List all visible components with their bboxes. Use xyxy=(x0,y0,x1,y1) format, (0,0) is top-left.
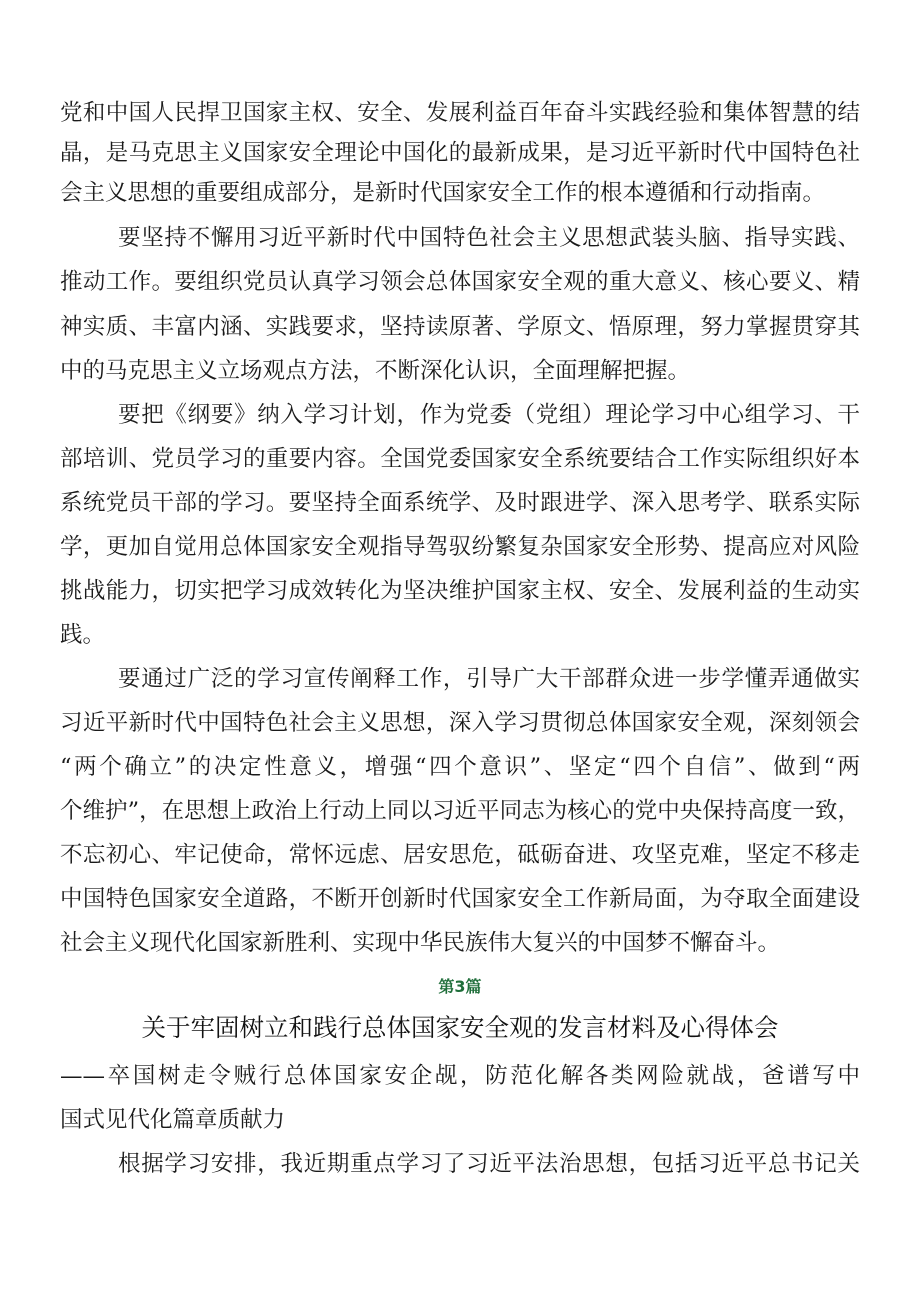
paragraph-line: 部培训、党员学习的重要内容。全国党委国家安全系统要结合工作实际组织好本 xyxy=(60,446,860,472)
paragraph-line: 要坚持不懈用习近平新时代中国特色社会主义思想武装头脑、指导实践、 xyxy=(118,225,860,251)
paragraph-line: 晶，是马克思主义国家安全理论中国化的最新成果，是习近平新时代中国特色社 xyxy=(60,140,860,166)
paragraph-line: 社会主义现代化国家新胜利、实现中华民族伟大复兴的中国梦不懈奋斗。 xyxy=(60,930,781,956)
paragraph-line: 不忘初心、牢记使命，常怀远虑、居安思危，砥砺奋进、攻坚克难，坚定不移走 xyxy=(60,842,860,868)
paragraph-line: 党和中国人民捍卫国家主权、安全、发展利益百年奋斗实践经验和集体智慧的结 xyxy=(60,100,860,126)
paragraph-line: 习近平新时代中国特色社会主义思想，深入学习贯彻总体国家安全观，深刻领会 xyxy=(60,710,860,736)
article-heading: 关于牢固树立和践行总体国家安全观的发言材料及心得体会 xyxy=(141,1013,779,1042)
paragraph-line: 中国特色国家安全道路，不断开创新时代国家安全工作新局面，为夺取全面建设 xyxy=(60,886,860,912)
article-subtitle-line: ——卒国树走令贼行总体国家安企觇，防范化解各类网险就战，爸谱写中 xyxy=(60,1063,860,1089)
paragraph-line: 神实质、丰富内涵、实践要求，坚持读原著、学原文、悟原理，努力掌握贯穿其 xyxy=(60,314,860,340)
paragraph-line: 中的马克思主义立场观点方法，不断深化认识，全面理解把握。 xyxy=(60,358,691,384)
article-subtitle-line: 国式见代化篇章质献力 xyxy=(60,1107,286,1133)
paragraph-line: 学，更加自觉用总体国家安全观指导驾驭纷繁复杂国家安全形势、提高应对风险 xyxy=(60,534,860,560)
paragraph-line: “两个确立”的决定性意义，增强“四个意识”、坚定“四个自信”、做到“两 xyxy=(60,754,860,780)
paragraph-line: 践。 xyxy=(60,622,106,648)
paragraph-line: 会主义思想的重要组成部分，是新时代国家安全工作的根本遵循和行动指南。 xyxy=(60,180,826,206)
paragraph-line: 系统党员干部的学习。要坚持全面系统学、及时跟进学、深入思考学、联系实际 xyxy=(60,490,860,516)
paragraph-line: 要把《纲要》纳入学习计划，作为党委（党组）理论学习中心组学习、干 xyxy=(118,402,860,428)
paragraph-line: 要通过广泛的学习宣传阐释工作，引导广大干部群众进一步学懂弄通做实 xyxy=(118,666,860,692)
paragraph-line: 个维护”，在思想上政治上行动上同以习近平同志为核心的党中央保持高度一致， xyxy=(60,798,860,824)
section-label: 第3篇 xyxy=(438,977,482,996)
paragraph-line: 根据学习安排，我近期重点学习了习近平法治思想，包括习近平总书记关 xyxy=(118,1151,860,1177)
paragraph-line: 挑战能力，切实把学习成效转化为坚决维护国家主权、安全、发展利益的生动实 xyxy=(60,578,860,604)
paragraph-line: 推动工作。要组织党员认真学习领会总体国家安全观的重大意义、核心要义、精 xyxy=(60,269,860,295)
